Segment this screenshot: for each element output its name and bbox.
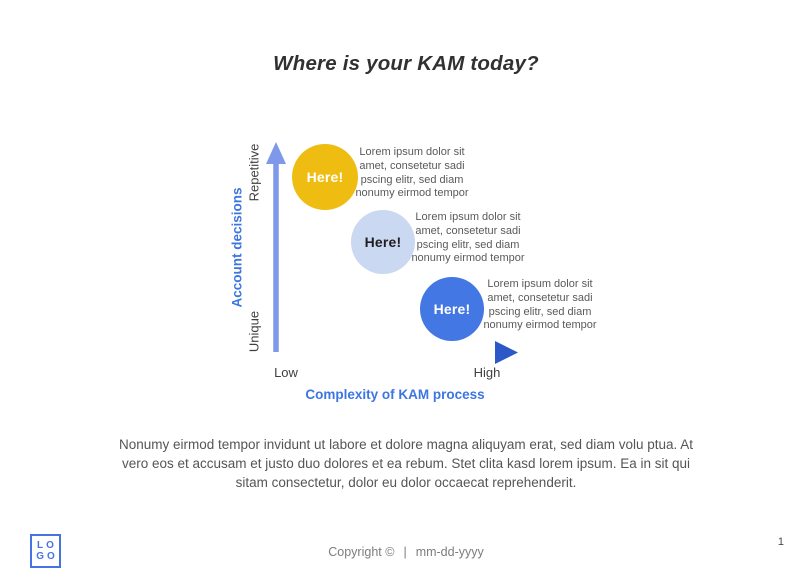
bubble-middle [351,210,415,274]
slide-title: Where is your KAM today? [273,52,539,75]
bubble-label: Here! [433,301,471,317]
copyright-text: Copyright © [328,545,395,559]
bubble-note: Lorem ipsum dolor sit amet, consetetur sadi pscing elitr, sed diam nonumy eirmod tempor [483,278,597,332]
x-axis-tick-low: Low [274,365,298,380]
bubble-note: Lorem ipsum dolor sit amet, consetetur sadi pscing elitr, sed diam nonumy eirmod tempor [355,146,469,200]
copyright-separator: | [403,545,407,559]
logo-line-2: GO [36,551,58,562]
bubble-note: Lorem ipsum dolor sit amet, consetetur sadi pscing elitr, sed diam nonumy eirmod tempor [411,211,525,265]
y-axis-title: Account decisions [229,187,245,308]
copyright [0,545,812,559]
kam-positioning-chart [220,110,660,410]
bubble-label: Here! [306,169,344,185]
bubble-unique-high [420,277,484,341]
body-paragraph: Nonumy eirmod tempor invidunt ut labore et dolore magna aliquyam erat, sed diam volu ptua. At vero eos et accusam et justo duo dolores et ea rebum. Stet clita kasd lorem ipsum. Ea in sit qui sitam consectetur, dolor eu dolor occaecat reprehenderit. [118,437,694,490]
y-axis-arrowhead [266,142,286,164]
bubble-repetitive-low [292,144,358,210]
bubble-label: Here! [364,234,402,250]
x-axis-tick-high: High [473,365,501,380]
x-axis-arrowhead [495,341,518,364]
copyright-date: mm-dd-yyyy [415,545,484,559]
y-axis-tick-repetitive: Repetitive [246,143,262,202]
logo-line-1: LO [37,540,57,551]
page-number: 1 [777,536,784,548]
x-axis-title: Complexity of KAM process [305,387,485,402]
y-axis-tick-unique: Unique [246,310,262,353]
